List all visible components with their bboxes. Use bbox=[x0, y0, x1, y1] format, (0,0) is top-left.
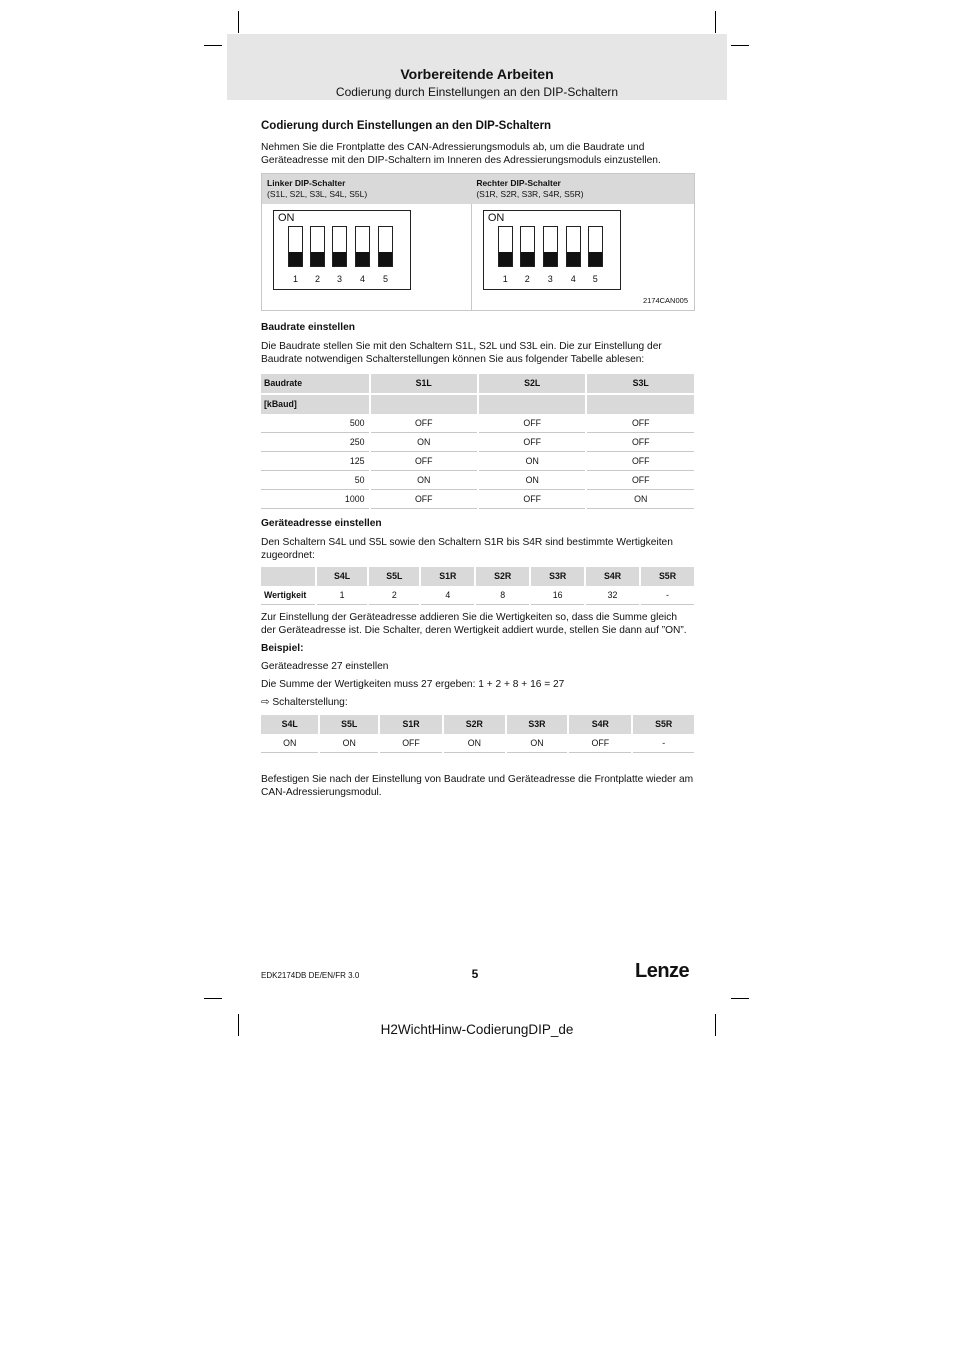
table-header: Baudrate bbox=[261, 374, 369, 393]
crop-mark bbox=[715, 11, 716, 33]
switch-number: 1 bbox=[292, 274, 298, 284]
crop-mark bbox=[204, 45, 222, 46]
left-dip-title: Linker DIP-Schalter bbox=[267, 178, 346, 188]
dip-switch-figure bbox=[261, 173, 695, 311]
intro-text: Nehmen Sie die Frontplatte des CAN-Adressierungsmoduls ab, um die Baudrate und Geräteadresse mit den DIP-Schaltern im Inneren des Adressierungsmoduls einzustellen. bbox=[261, 142, 661, 166]
table-row bbox=[261, 433, 694, 452]
table-cell: ON bbox=[444, 734, 505, 753]
table-row bbox=[261, 734, 694, 753]
table-cell: ON bbox=[587, 490, 694, 509]
baud-text: Die Baudrate stellen Sie mit den Schaltern S1L, S2L und S3L ein. Die zur Einstellung der Baudrate notwendigen Schalterstellungen können Sie aus folgender Tabelle ablesen: bbox=[261, 341, 662, 365]
address-heading: Geräteadresse einstellen bbox=[261, 518, 382, 529]
right-dip-switch-block bbox=[483, 210, 621, 290]
table-header: S3L bbox=[587, 374, 694, 393]
switch-setting-table bbox=[259, 715, 696, 753]
main-content bbox=[261, 120, 694, 804]
table-cell: ON bbox=[371, 433, 477, 452]
table-cell: 50 bbox=[261, 471, 369, 490]
right-dip-cell bbox=[471, 204, 694, 311]
table-cell: OFF bbox=[587, 414, 694, 433]
dip-switch bbox=[332, 226, 347, 267]
switch-number: 3 bbox=[336, 274, 342, 284]
table-cell: OFF bbox=[587, 433, 694, 452]
table-header: S3R bbox=[507, 715, 568, 734]
baud-heading: Baudrate einstellen bbox=[261, 322, 355, 333]
table-cell: ON bbox=[261, 734, 318, 753]
table-header: S3R bbox=[531, 567, 584, 586]
table-row bbox=[261, 452, 694, 471]
dip-switch bbox=[566, 226, 581, 267]
table-cell: 32 bbox=[586, 586, 639, 605]
table-cell: ON bbox=[371, 471, 477, 490]
section-heading: Codierung durch Einstellungen an den DIP-Schaltern bbox=[261, 120, 552, 132]
table-cell: 1000 bbox=[261, 490, 369, 509]
table-header: S2L bbox=[479, 374, 585, 393]
table-cell: ON bbox=[479, 471, 585, 490]
right-dip-header bbox=[471, 174, 694, 205]
on-label: ON bbox=[487, 212, 505, 224]
table-cell: ON bbox=[320, 734, 377, 753]
table-row bbox=[261, 414, 694, 433]
address-explanation: Zur Einstellung der Geräteadresse addieren Sie die Wertigkeiten so, dass die Summe gleich der Geräteadresse ist. Die Schalter, deren Wertigkeit addiert wurde, stellen Sie dann auf ”ON”. bbox=[261, 612, 687, 636]
crop-mark bbox=[715, 1014, 716, 1036]
example-line: ⇨ Schalterstellung: bbox=[261, 697, 348, 708]
table-cell: OFF bbox=[479, 414, 585, 433]
example-line: Geräteadresse 27 einstellen bbox=[261, 661, 389, 672]
on-label: ON bbox=[278, 212, 295, 224]
table-cell: OFF bbox=[371, 452, 477, 471]
table-header: S4R bbox=[586, 567, 639, 586]
table-cell: 250 bbox=[261, 433, 369, 452]
crop-mark bbox=[731, 998, 749, 999]
switch-number: 5 bbox=[592, 274, 598, 284]
table-cell: OFF bbox=[371, 490, 477, 509]
switch-number: 3 bbox=[547, 274, 553, 284]
switch-number: 2 bbox=[314, 274, 320, 284]
table-cell: OFF bbox=[587, 452, 694, 471]
dip-switch bbox=[378, 226, 393, 267]
figure-id: 2174CAN005 bbox=[642, 296, 688, 305]
example-line: Die Summe der Wertigkeiten muss 27 ergeben: 1 + 2 + 8 + 16 = 27 bbox=[261, 679, 565, 690]
dip-switch bbox=[498, 226, 513, 267]
dip-switch bbox=[543, 226, 558, 267]
table-header: S5R bbox=[633, 715, 694, 734]
right-dip-title: Rechter DIP-Schalter bbox=[476, 178, 561, 188]
closing-text: Befestigen Sie nach der Einstellung von Baudrate und Geräteadresse die Frontplatte wieder am CAN-Adressierungsmodul. bbox=[261, 774, 694, 798]
table-header bbox=[371, 393, 477, 414]
left-dip-cell bbox=[262, 204, 472, 311]
table-header: S1R bbox=[380, 715, 442, 734]
example-label: Beispiel: bbox=[261, 643, 304, 654]
dip-switch bbox=[520, 226, 535, 267]
table-cell: - bbox=[641, 586, 694, 605]
table-cell: 125 bbox=[261, 452, 369, 471]
table-header bbox=[261, 567, 315, 586]
dip-switch bbox=[288, 226, 303, 267]
baudrate-table bbox=[259, 374, 696, 509]
table-cell: OFF bbox=[380, 734, 442, 753]
table-header: S2R bbox=[444, 715, 505, 734]
document-name: H2WichtHinw-CodierungDIP_de bbox=[380, 1022, 574, 1037]
switch-number: 4 bbox=[570, 274, 576, 284]
table-header: S5L bbox=[320, 715, 377, 734]
table-cell: OFF bbox=[479, 490, 585, 509]
table-cell: 4 bbox=[421, 586, 474, 605]
dip-switch bbox=[310, 226, 325, 267]
table-header: S2R bbox=[476, 567, 529, 586]
table-cell: 1 bbox=[317, 586, 367, 605]
table-cell: OFF bbox=[371, 414, 477, 433]
table-cell: OFF bbox=[587, 471, 694, 490]
switch-number: 1 bbox=[502, 274, 508, 284]
lenze-logo: Lenze bbox=[635, 960, 690, 982]
dip-switch bbox=[588, 226, 603, 267]
table-cell: OFF bbox=[569, 734, 631, 753]
crop-mark bbox=[731, 45, 749, 46]
table-cell: ON bbox=[507, 734, 568, 753]
table-cell: 2 bbox=[369, 586, 419, 605]
left-dip-switch-list: (S1L, S2L, S3L, S4L, S5L) bbox=[267, 189, 368, 199]
switch-number: 4 bbox=[359, 274, 365, 284]
crop-mark bbox=[238, 1014, 239, 1036]
page-title: Vorbereitende Arbeiten bbox=[400, 66, 554, 82]
table-header: S4R bbox=[569, 715, 631, 734]
left-dip-switch-block bbox=[273, 210, 411, 290]
row-label: Wertigkeit bbox=[261, 586, 315, 605]
table-header: S1L bbox=[371, 374, 477, 393]
switch-number: 5 bbox=[382, 274, 388, 284]
weight-table bbox=[259, 567, 696, 605]
unit-header: [kBaud] bbox=[261, 393, 369, 414]
table-cell: - bbox=[633, 734, 694, 753]
page-subtitle: Codierung durch Einstellungen an den DIP-Schaltern bbox=[335, 85, 619, 99]
table-header: S1R bbox=[421, 567, 474, 586]
dip-switch bbox=[355, 226, 370, 267]
table-cell: ON bbox=[479, 452, 585, 471]
table-header: S5R bbox=[641, 567, 694, 586]
table-header: S4L bbox=[261, 715, 318, 734]
table-row bbox=[261, 586, 694, 605]
left-dip-header bbox=[262, 174, 472, 205]
crop-mark bbox=[238, 11, 239, 33]
address-text: Den Schaltern S4L und S5L sowie den Schaltern S1R bis S4R sind bestimmte Wertigkeiten zugeordnet: bbox=[261, 537, 673, 561]
table-header: S5L bbox=[369, 567, 419, 586]
table-header bbox=[479, 393, 585, 414]
table-row bbox=[261, 471, 694, 490]
table-cell: 8 bbox=[476, 586, 529, 605]
table-cell: 500 bbox=[261, 414, 369, 433]
table-cell: 16 bbox=[531, 586, 584, 605]
crop-mark bbox=[204, 998, 222, 999]
table-cell: OFF bbox=[479, 433, 585, 452]
switch-number: 2 bbox=[524, 274, 530, 284]
footer-doc-code: EDK2174DB DE/EN/FR 3.0 bbox=[261, 971, 360, 980]
table-header: S4L bbox=[317, 567, 367, 586]
page-number: 5 bbox=[471, 967, 479, 981]
right-dip-switch-list: (S1R, S2R, S3R, S4R, S5R) bbox=[476, 189, 584, 199]
table-header bbox=[587, 393, 694, 414]
table-row bbox=[261, 490, 694, 509]
